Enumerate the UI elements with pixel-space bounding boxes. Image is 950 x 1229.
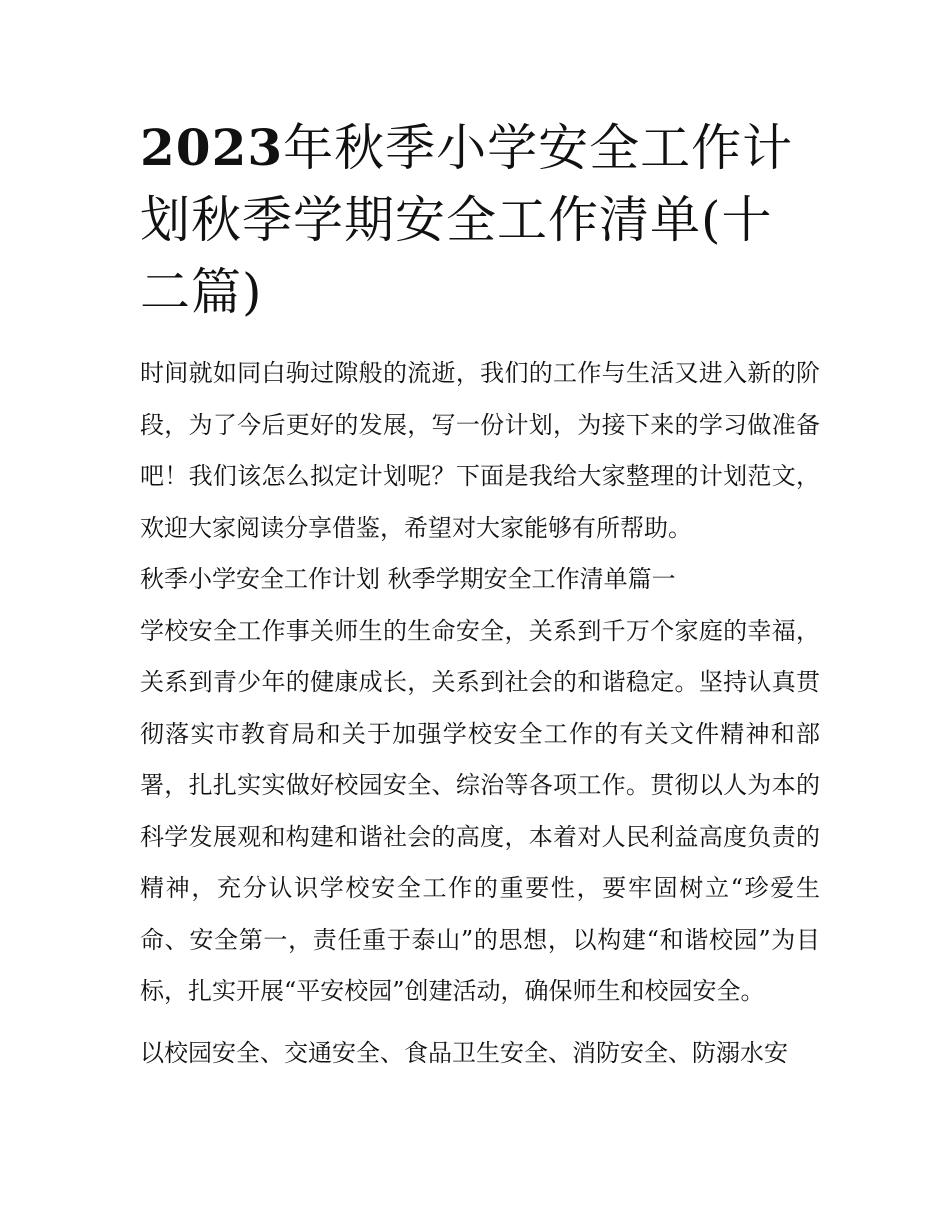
title-year: 2023 [140, 118, 284, 177]
document-page [140, 112, 820, 1079]
title-text: 年秋季小学安全工作计划秋季学期安全工作清单(十二篇) [140, 119, 794, 321]
section-heading: 秋季小学安全工作计划 秋季学期安全工作清单篇一 [140, 565, 676, 593]
body-paragraph-1: 学校安全工作事关师生的生命安全，关系到千万个家庭的幸福，关系到青少年的健康成长，关系到社会的和谐稳定。坚持认真贯彻落实市教育局和关于加强学校安全工作的有关文件精神和部署，扎扎实实做好校园安全、综治等各项工作。贯彻以人为本的科学发展观和构建和谐社会的高度，本着对人民利益高度负责的精神，充分认识学校安全工作的重要性，要牢固树立“珍爱生命、安全第一，责任重于泰山”的思想，以构建“和谐校园”为目标，扎实开展“平安校园”创建活动，确保师生和校园安全。 [140, 616, 820, 1005]
intro-paragraph: 时间就如同白驹过隙般的流逝，我们的工作与生活又进入新的阶段，为了今后更好的发展，写一份计划，为接下来的学习做准备吧！我们该怎么拟定计划呢？下面是我给大家整理的计划范文，欢迎大家阅读分享借鉴，希望对大家能够有所帮助。 [140, 359, 820, 542]
document-body [140, 348, 820, 1079]
document-title [140, 112, 820, 328]
body-paragraph-2: 以校园安全、交通安全、食品卫生安全、消防安全、防溺水安 [140, 1038, 788, 1067]
